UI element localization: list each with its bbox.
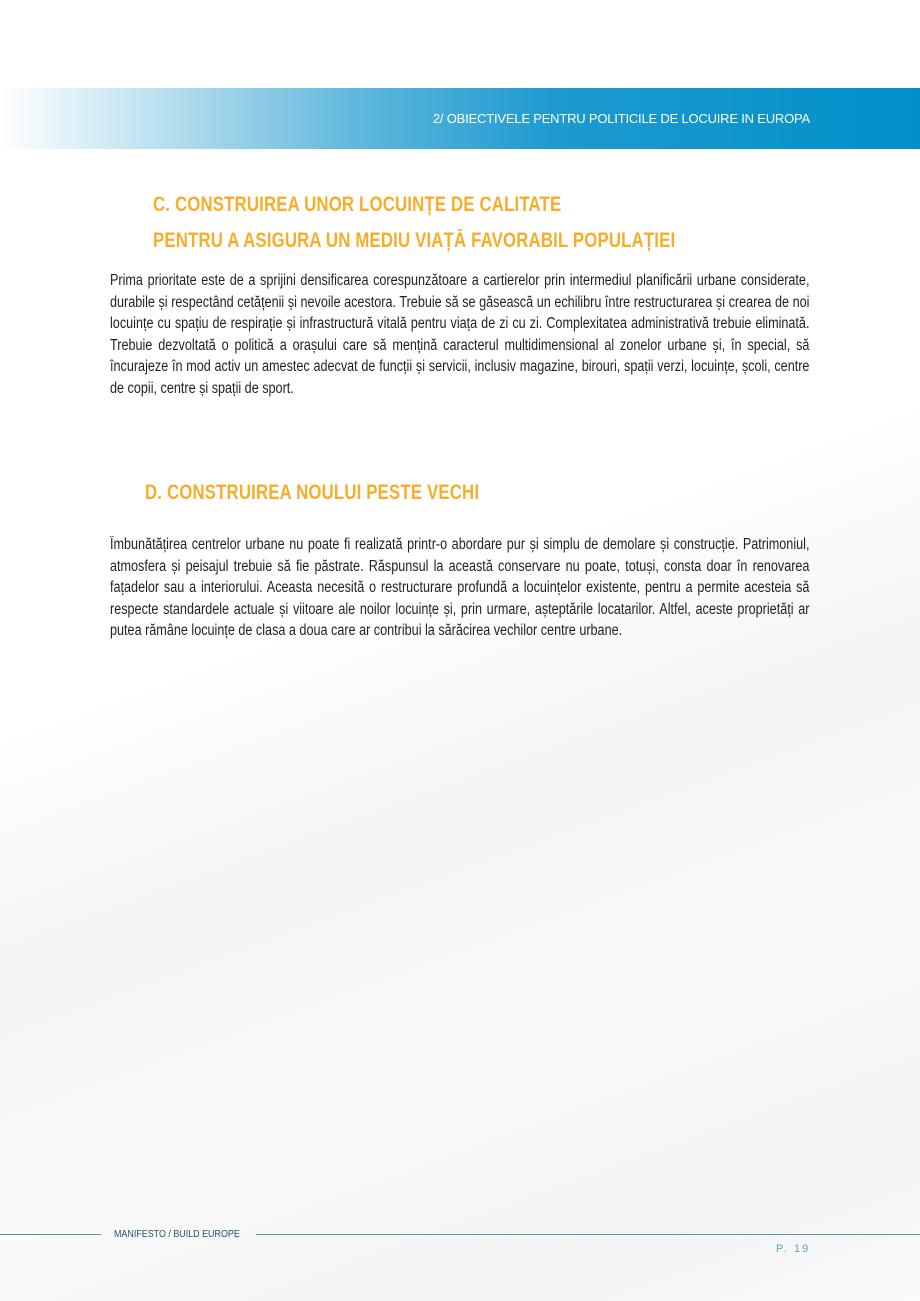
heading-c-line-1: C. CONSTRUIREA UNOR LOCUINȚE DE CALITATE bbox=[153, 193, 562, 216]
paragraph-d: Îmbunătățirea centrelor urbane nu poate fi realizată printr-o abordare pur și simplu de demolare și construcție. Patrimoniul, atmosfera și peisajul trebuie să fie păstrate. Răspunsul la această conservare nu poate, totuși, consta doar în renovarea fațadelor sau a interiorului. Aceasta necesită o restructurare profundă a locuințelor existente, pentru a permite acesteia să respecte standardele actuale și viitoare ale noilor locuințe și, prin urmare, așteptările locatarilor. Altfel, aceste proprietăți ar putea rămâne locuințe de clasa a doua care ar contribui la sărăcirea vechilor centre urbane. bbox=[110, 536, 810, 640]
header-band bbox=[0, 88, 920, 149]
section-title: 2/ OBIECTIVELE PENTRU POLITICILE DE LOCUIRE IN EUROPA bbox=[432, 111, 810, 126]
heading-d: D. CONSTRUIREA NOULUI PESTE VECHI bbox=[145, 481, 480, 504]
heading-c-line-2: PENTRU A ASIGURA UN MEDIU VIAȚĂ FAVORABIL POPULAȚIEI bbox=[153, 229, 676, 252]
footer-label: MANIFESTO / BUILD EUROPE bbox=[114, 1228, 240, 1240]
paragraph-c: Prima prioritate este de a sprijini densificarea corespunzătoare a cartierelor prin intermediul planificării urbane considerate, durabile și respectând cetățenii și nevoile acestora. Trebuie să se găsească un echilibru între restructurarea și crearea de noi locuințe cu spațiu de respirație și infrastructură vitală pentru viața de zi cu zi. Complexitatea administrativă trebuie eliminată. Trebuie dezvoltată o politică a orașului care să mențină caracterul multidimensional al zonelor urbane și, în special, să încurajeze în mod activ un amestec adecvat de funcții și servicii, inclusiv magazine, birouri, spații verzi, locuințe, școli, centre de copii, centre și spații de sport. bbox=[110, 272, 810, 397]
footer-divider-right bbox=[256, 1234, 920, 1235]
page-number: P. 19 bbox=[776, 1243, 811, 1255]
footer-divider-left bbox=[0, 1234, 101, 1235]
